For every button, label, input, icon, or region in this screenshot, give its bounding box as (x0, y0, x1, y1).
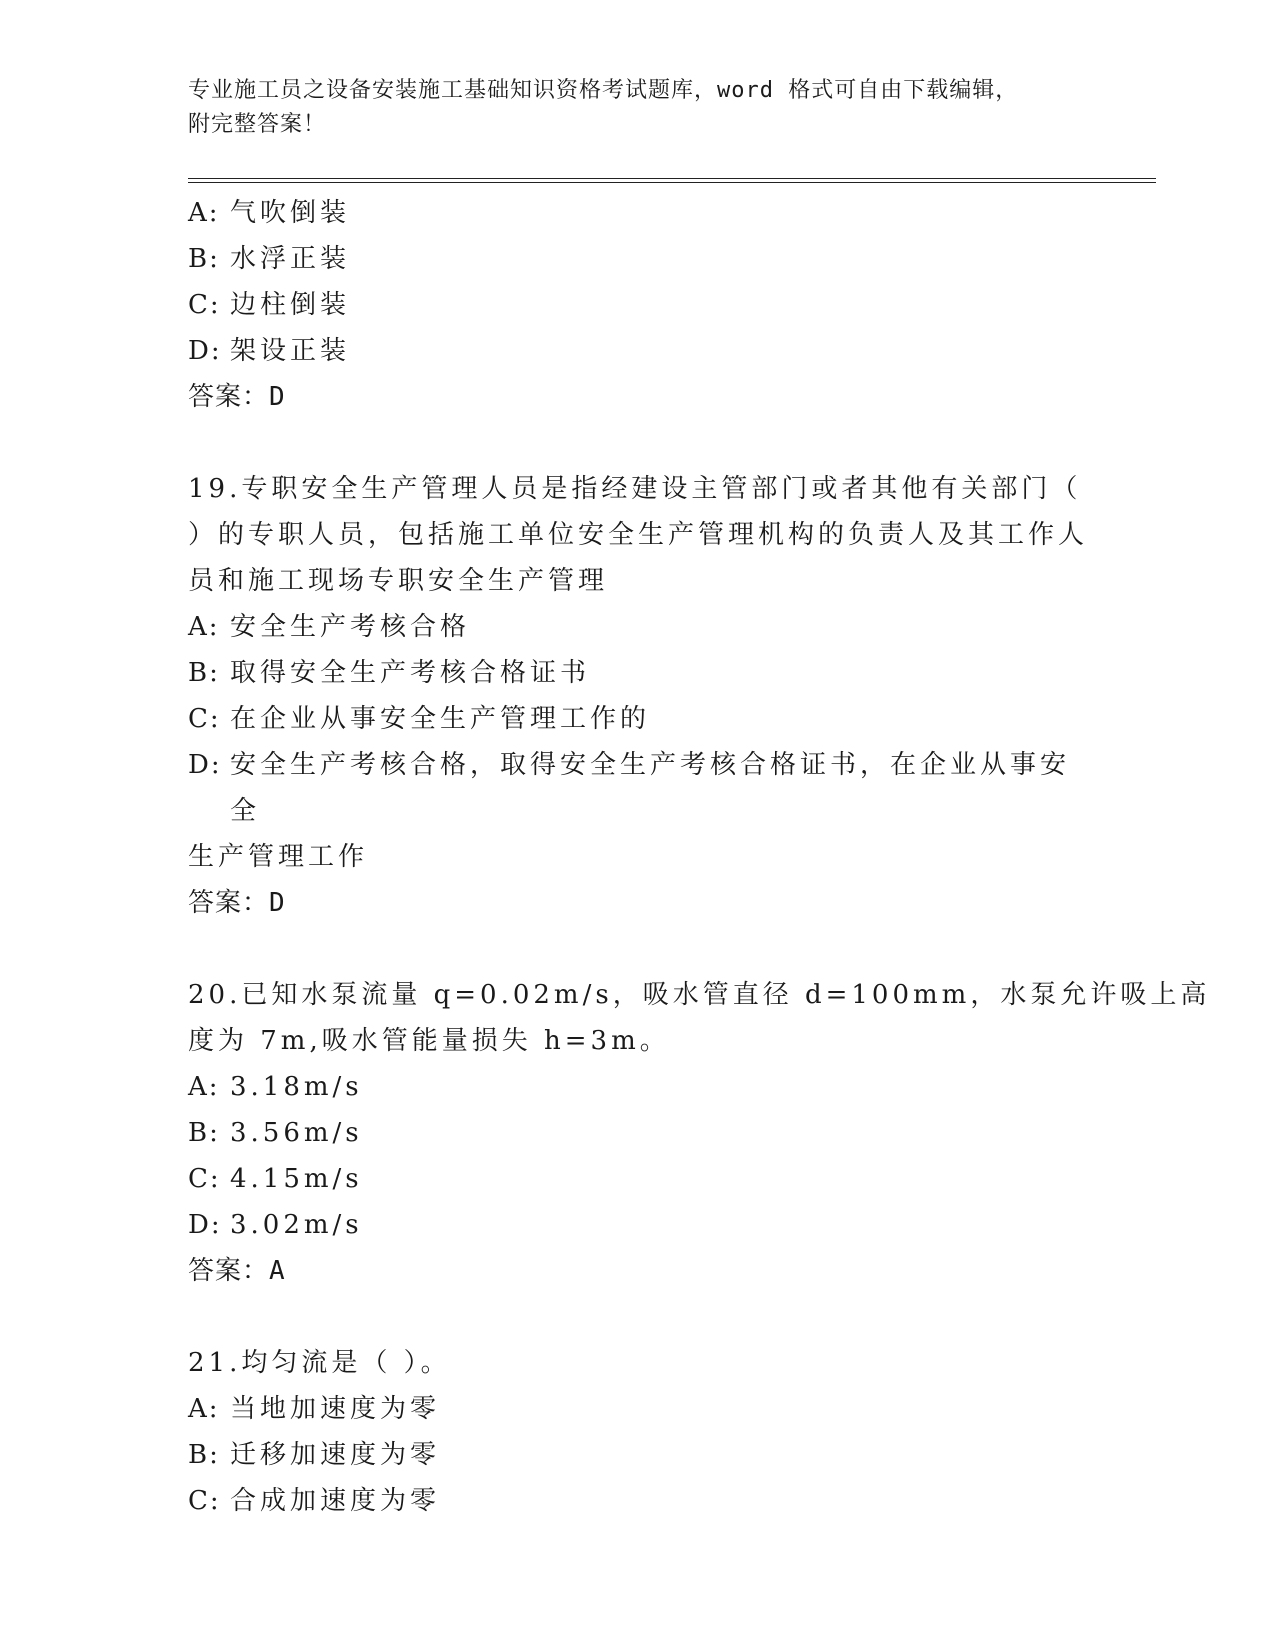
option-d (188, 1202, 1088, 1248)
option-letter: C: (188, 1486, 221, 1516)
option-c (188, 1156, 1088, 1202)
option-text: 水浮正装 (230, 244, 351, 274)
question-18 (188, 190, 1088, 420)
option-text: 3.56m/s (230, 1118, 363, 1148)
option-d-continuation: 生产管理工作 (188, 842, 369, 872)
option-text: 当地加速度为零 (230, 1394, 441, 1424)
option-a (188, 604, 1088, 650)
option-a (188, 190, 1088, 236)
option-letter: A: (188, 1072, 220, 1102)
option-text: 安全生产考核合格，取得安全生产考核合格证书，在企业从事安全 (230, 750, 1071, 826)
answer: 答案：D (188, 382, 286, 412)
question-stem-line: 21.均匀流是（ ）。 (188, 1348, 451, 1378)
option-text: 合成加速度为零 (230, 1486, 441, 1516)
option-letter: A: (188, 612, 220, 642)
option-text: 3.02m/s (230, 1210, 363, 1240)
document-header (188, 74, 1068, 142)
option-b (188, 1110, 1088, 1156)
option-letter: B: (188, 658, 220, 688)
question-stem-line: ）的专职人员，包括施工单位安全生产管理机构的负责人及其工作人 (188, 520, 1089, 550)
question-list (188, 190, 1211, 1524)
option-letter: D: (188, 1210, 222, 1240)
option-c (188, 282, 1088, 328)
option-c (188, 1478, 1088, 1524)
option-text: 气吹倒装 (230, 198, 351, 228)
option-letter: B: (188, 1118, 220, 1148)
option-b (188, 1432, 1088, 1478)
option-d (188, 742, 1088, 834)
header-divider (188, 178, 1156, 183)
option-letter: C: (188, 704, 221, 734)
question-stem-line: 员和施工现场专职安全生产管理 (188, 566, 609, 596)
spacer (188, 420, 1088, 466)
option-letter: B: (188, 1440, 220, 1470)
option-text: 4.15m/s (230, 1164, 363, 1194)
option-text: 3.18m/s (230, 1072, 363, 1102)
option-text: 安全生产考核合格 (230, 612, 471, 642)
option-d (188, 328, 1088, 374)
question-21 (188, 1340, 1088, 1524)
option-text: 取得安全生产考核合格证书 (230, 658, 591, 688)
option-letter: C: (188, 290, 221, 320)
option-letter: D: (188, 336, 222, 366)
spacer (188, 926, 1088, 972)
question-stem-line: 20.已知水泵流量 q=0.02m/s，吸水管直径 d=100mm，水泵允许吸上高 (188, 980, 1211, 1010)
answer: 答案：D (188, 888, 286, 918)
option-c (188, 696, 1088, 742)
option-text: 边柱倒装 (230, 290, 351, 320)
option-b (188, 650, 1088, 696)
option-letter: A: (188, 198, 220, 228)
option-letter: A: (188, 1394, 220, 1424)
option-text: 迁移加速度为零 (230, 1440, 441, 1470)
option-a (188, 1064, 1088, 1110)
option-text: 在企业从事安全生产管理工作的 (230, 704, 651, 734)
header-title-line-2: 附完整答案！ (188, 112, 327, 137)
question-stem-line: 度为 7m,吸水管能量损失 h=3m。 (188, 1026, 670, 1056)
question-20 (188, 972, 1211, 1294)
answer: 答案：A (188, 1256, 286, 1286)
header-title-line-1: 专业施工员之设备安装施工基础知识资格考试题库，word 格式可自由下载编辑， (188, 78, 1019, 103)
option-b (188, 236, 1088, 282)
option-a (188, 1386, 1088, 1432)
option-letter: D: (188, 750, 222, 780)
spacer (188, 1294, 1088, 1340)
option-text: 架设正装 (230, 336, 351, 366)
question-19 (188, 466, 1088, 926)
option-letter: C: (188, 1164, 221, 1194)
option-letter: B: (188, 244, 220, 274)
question-stem-line: 19.专职安全生产管理人员是指经建设主管部门或者其他有关部门（ (188, 474, 1082, 504)
